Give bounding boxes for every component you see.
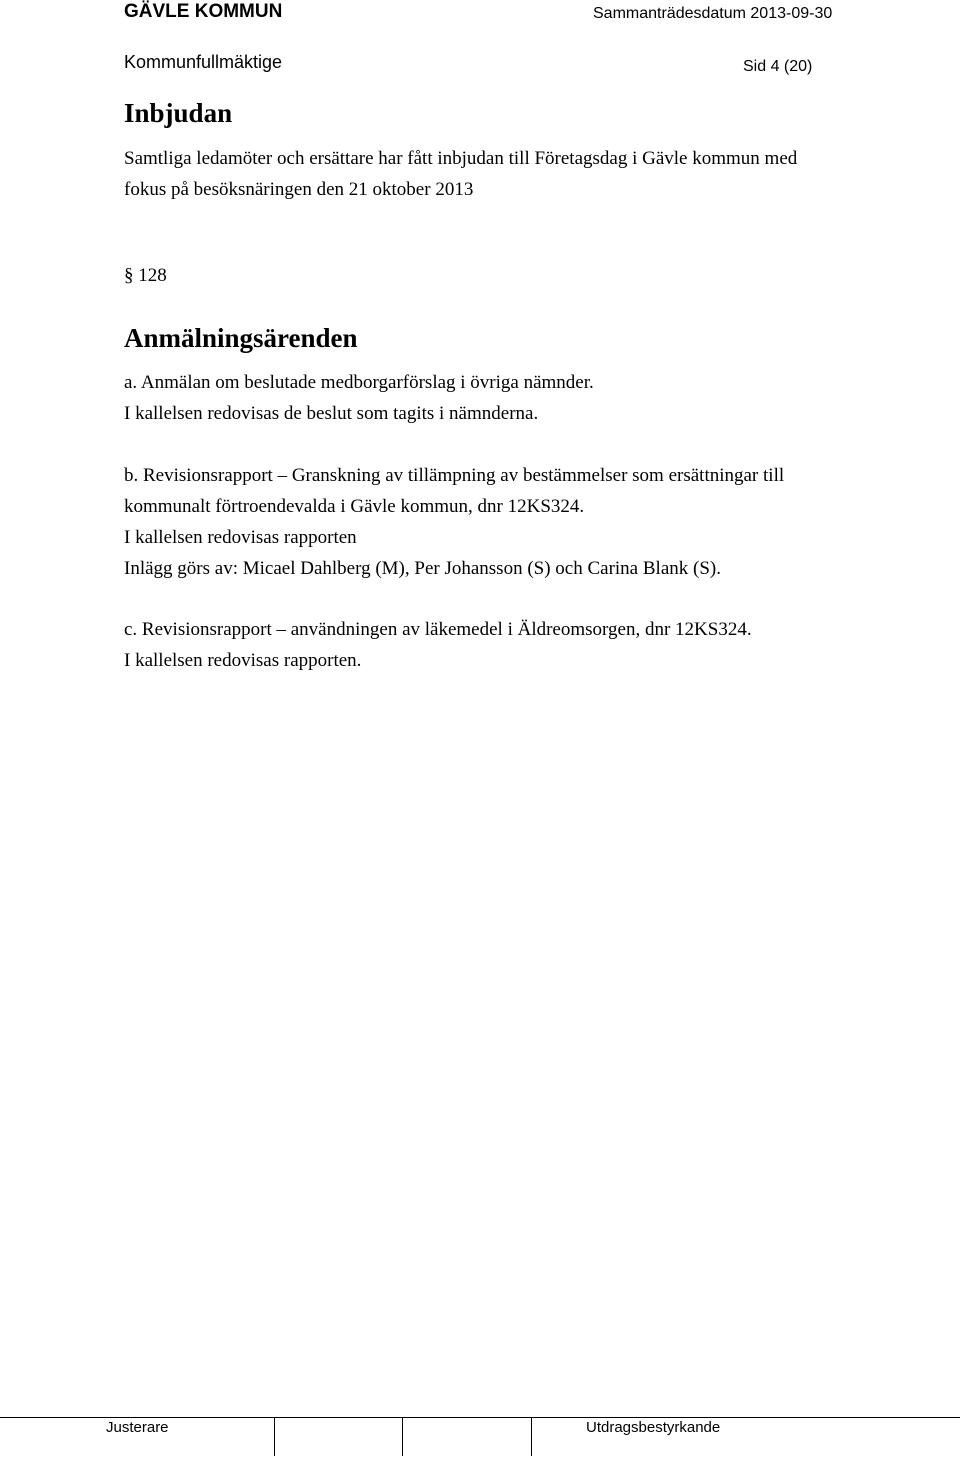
item-line: a. Anmälan om beslutade medborgarförslag i övriga nämnder. [124,372,594,393]
item-line: c. Revisionsrapport – användningen av läkemedel i Äldreomsorgen, dnr 12KS324. [124,619,752,640]
paragraph-number: § 128 [124,265,167,286]
agenda-item-c [124,614,752,676]
footer-utdragsbestyrkande-label: Utdragsbestyrkande [586,1419,721,1436]
footer-justerare-label: Justerare [106,1419,169,1436]
item-line: Inlägg görs av: Micael Dahlberg (M), Per Johansson (S) och Carina Blank (S). [124,558,721,579]
item-line: b. Revisionsrapport – Granskning av tillämpning av bestämmelser som ersättningar till [124,465,785,486]
paragraph-line: fokus på besöksnäringen den 21 oktober 2013 [124,179,474,200]
agenda-item-a [124,367,594,429]
signature-box-divider [531,1418,532,1456]
signature-box-divider [274,1418,275,1456]
section-heading-anmalningsarenden: Anmälningsärenden [124,323,358,353]
body-name: Kommunfullmäktige [124,52,283,72]
invitation-paragraph [124,143,904,205]
item-line: I kallelsen redovisas rapporten. [124,650,362,671]
agenda-item-b [124,460,784,584]
signature-box-divider [402,1418,403,1456]
item-line: I kallelsen redovisas de beslut som tagits i nämnderna. [124,403,539,424]
paragraph-line: Samtliga ledamöter och ersättare har fått inbjudan till Företagsdag i Gävle kommun med [124,148,798,169]
section-heading-invitation: Inbjudan [124,98,233,128]
page-number: Sid 4 (20) [743,58,813,75]
org-name: GÄVLE KOMMUN [124,1,283,22]
footer-rule [0,1417,960,1418]
meeting-date: Sammanträdesdatum 2013-09-30 [593,5,833,22]
item-line: kommunalt förtroendevalda i Gävle kommun, dnr 12KS324. [124,496,585,517]
item-line: I kallelsen redovisas rapporten [124,527,357,548]
